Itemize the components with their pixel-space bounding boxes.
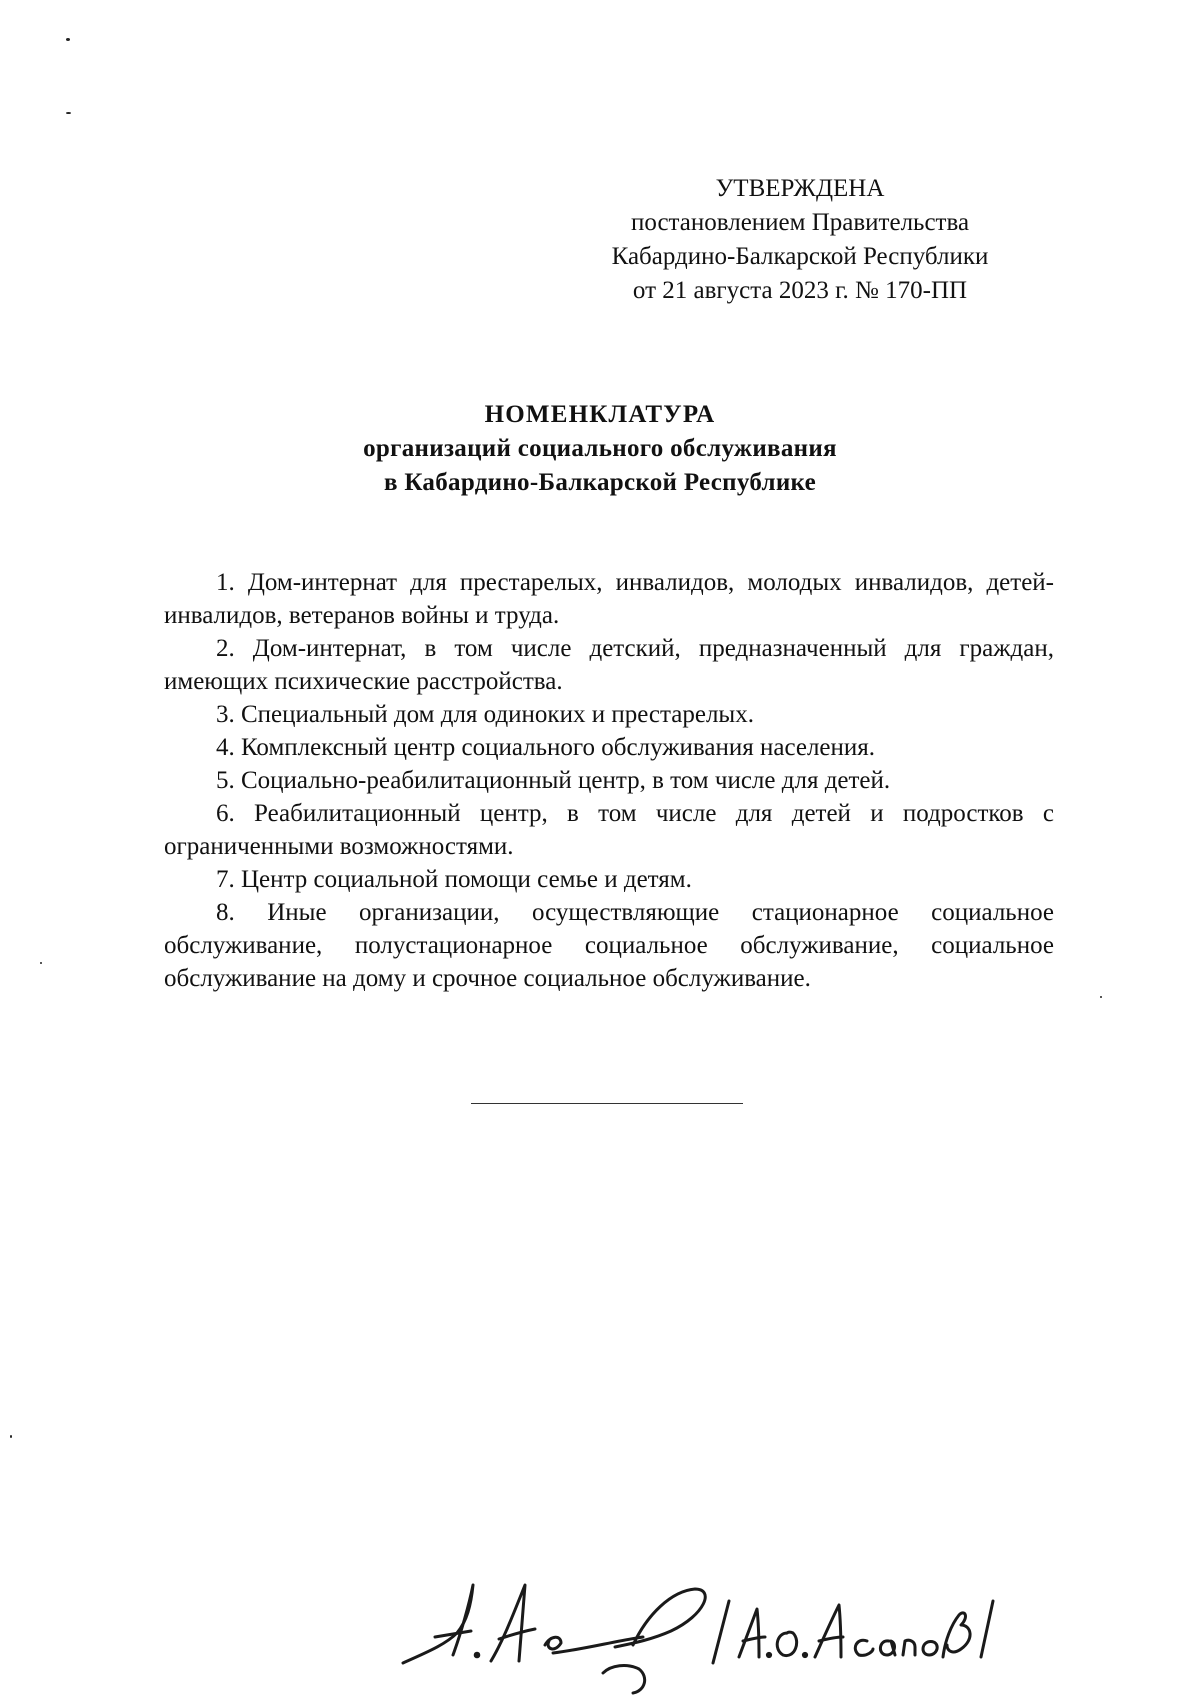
- scan-speck: [66, 38, 70, 41]
- end-divider: [471, 1103, 743, 1104]
- nomenclature-list: [164, 566, 1054, 995]
- scan-speck: [10, 1435, 12, 1438]
- list-item: 1. Дом-интернат для престарелых, инвалидов, молодых инвалидов, детей-инвалидов, ветеранов войны и труда.: [164, 569, 1054, 629]
- scan-speck: [40, 962, 42, 964]
- document-title: НОМЕНКЛАТУРА: [484, 401, 716, 428]
- handwritten-signature: [395, 1545, 995, 1695]
- document-heading: [0, 398, 1200, 500]
- document-subtitle: в Кабардино-Балкарской Республике: [383, 469, 817, 496]
- list-item: 5. Социально-реабилитационный центр, в том числе для детей.: [216, 767, 891, 794]
- list-item: 2. Дом-интернат, в том числе детский, предназначенный для граждан, имеющих психические расстройства.: [164, 635, 1054, 695]
- approval-date-number: от 21 августа 2023 г. № 170-ПП: [632, 277, 968, 304]
- list-item: 3. Специальный дом для одиноких и престарелых.: [216, 701, 754, 728]
- approval-block: [560, 172, 1040, 308]
- document-subtitle: организаций социального обслуживания: [363, 435, 837, 462]
- scan-speck: [1100, 996, 1102, 998]
- list-item: 6. Реабилитационный центр, в том числе для детей и подростков с ограниченными возможностями.: [164, 800, 1054, 860]
- list-item: 8. Иные организации, осуществляющие стационарное социальное обслуживание, полустационарное социальное обслуживание, социальное обслуживание на дому и срочное социальное обслуживание.: [164, 899, 1054, 992]
- scan-speck: [66, 112, 71, 114]
- approval-line: Кабардино-Балкарской Республики: [611, 243, 989, 270]
- approval-title: УТВЕРЖДЕНА: [715, 175, 885, 202]
- approval-line: постановлением Правительства: [630, 209, 970, 236]
- list-item: 7. Центр социальной помощи семье и детям.: [216, 866, 692, 893]
- list-item: 4. Комплексный центр социального обслуживания населения.: [216, 734, 876, 761]
